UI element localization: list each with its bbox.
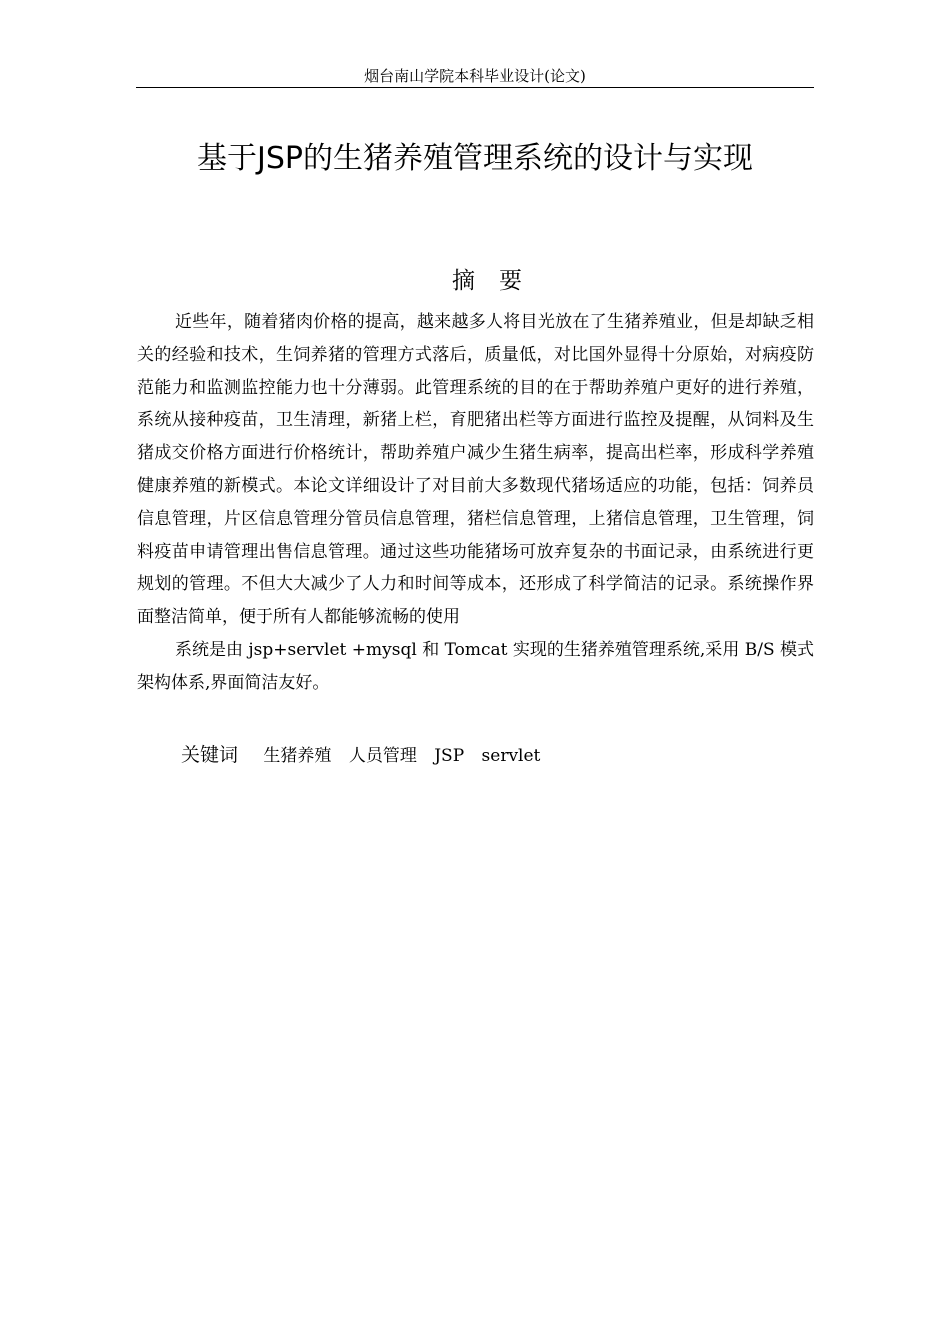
abstract-body	[137, 306, 814, 700]
abstract-paragraph: 系统是由 jsp+servlet +mysql 和 Tomcat 实现的生猪养殖管理系统,采用 B/S 模式架构体系,界面简洁友好。	[137, 639, 814, 693]
keyword: servlet	[481, 746, 541, 766]
keyword: 生猪养殖	[263, 746, 332, 766]
keyword: 人员管理	[348, 746, 417, 766]
abstract-heading: 摘要	[452, 268, 546, 294]
keywords-row	[181, 739, 814, 772]
document-title: 基于JSP的生猪养殖管理系统的设计与实现	[197, 141, 753, 176]
header-rule	[136, 87, 814, 88]
running-header: 烟台南山学院本科毕业设计(论文)	[364, 67, 586, 85]
keywords-label: 关键词	[181, 744, 239, 766]
abstract-paragraph: 近些年，随着猪肉价格的提高，越来越多人将目光放在了生猪养殖业，但是却缺乏相关的经验和技术，生饲养猪的管理方式落后，质量低，对比国外显得十分原始，对病疫防范能力和监测监控能力也十分薄弱。此管理系统的目的在于帮助养殖户更好的进行养殖，系统从接种疫苗，卫生清理，新猪上栏，育肥猪出栏等方面进行监控及提醒，从饲料及生猪成交价格方面进行价格统计，帮助养殖户减少生猪生病率，提高出栏率，形成科学养殖健康养殖的新模式。本论文详细设计了对目前大多数现代猪场适应的功能，包括：饲养员信息管理，片区信息管理分管员信息管理，猪栏信息管理，上猪信息管理，卫生管理，饲料疫苗申请管理出售信息管理。通过这些功能猪场可放弃复杂的书面记录，由系统进行更规划的管理。不但大大减少了人力和时间等成本，还形成了科学简洁的记录。系统操作界面整洁简单，便于所有人都能够流畅的使用	[137, 312, 814, 628]
keyword: JSP	[434, 746, 465, 766]
